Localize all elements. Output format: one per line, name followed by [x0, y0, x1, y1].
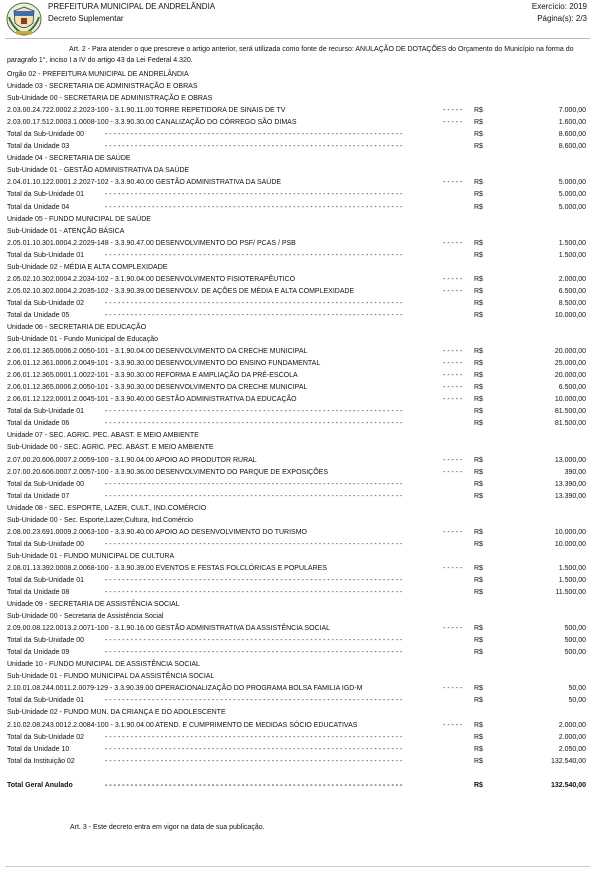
- row-value: 1.500,00: [558, 251, 586, 259]
- row-label: Total da Unidade 05: [7, 311, 70, 319]
- subtotal-row: [0, 418, 600, 430]
- dot-leader: - - - - - - - - - - - - - - - - - - - - - - - - - - - - - - - - - - - - - - - - - - - - - - - - - - - - - - - - - - - - - - - - - - - - - -: [105, 299, 403, 307]
- section-heading: [0, 93, 600, 105]
- section-heading: [0, 165, 600, 177]
- row-label: Sub-Unidade 00 - SECRETARIA DE ADMINISTRAÇÃO E OBRAS: [7, 95, 213, 103]
- dot-leader: - - - - -: [443, 275, 463, 283]
- currency-label: R$: [474, 564, 483, 572]
- row-label: Total da Instituição 02: [7, 757, 75, 765]
- row-label: Total da Sub-Unidade 01: [7, 251, 85, 259]
- currency-label: R$: [474, 311, 483, 319]
- row-value: 50,00: [568, 685, 586, 693]
- row-value: 132.540,00: [550, 757, 586, 765]
- subtotal-row: [0, 539, 600, 551]
- row-label: 2.06.01.12.365.0006.2.0050-101 - 3.3.90.30.00 DESENVOLVIMENTO DA CRECHE MUNICIPAL: [7, 384, 308, 392]
- dot-leader: - - - - - - - - - - - - - - - - - - - - - - - - - - - - - - - - - - - - - - - - - - - - - - - - - - - - - - - - - - - - - - - - - - - - - -: [105, 203, 403, 211]
- row-label: Total da Unidade 07: [7, 492, 70, 500]
- currency-label: R$: [474, 191, 483, 199]
- dot-leader: - - - - -: [443, 468, 463, 476]
- dot-leader: - - - - -: [443, 528, 463, 536]
- table-row: [0, 177, 600, 189]
- currency-label: R$: [474, 348, 483, 356]
- dot-leader: - - - - -: [443, 396, 463, 404]
- row-label: Sub-Unidade 01 - FUNDO MUNICIPAL DA ASSISTÊNCIA SOCIAL: [7, 673, 215, 681]
- currency-label: R$: [474, 589, 483, 597]
- row-value: 2.000,00: [558, 721, 586, 729]
- dot-leader: - - - - - - - - - - - - - - - - - - - - - - - - - - - - - - - - - - - - - - - - - - - - - - - - - - - - - - - - - - - - - - - - - - - - - -: [105, 143, 403, 151]
- row-label: Total da Sub-Unidade 01: [7, 191, 85, 199]
- row-label: Sub-Unidade 01 - ATENÇÃO BÁSICA: [7, 227, 125, 235]
- subtotal-row: [0, 479, 600, 491]
- currency-label: R$: [474, 396, 483, 404]
- row-value: 10.000,00: [554, 311, 586, 319]
- subtotal-row: [0, 587, 600, 599]
- row-label: Total da Sub-Unidade 02: [7, 299, 85, 307]
- row-label: Total da Sub-Unidade 00: [7, 480, 85, 488]
- row-value: 6.500,00: [558, 287, 586, 295]
- dot-leader: - - - - - - - - - - - - - - - - - - - - - - - - - - - - - - - - - - - - - - - - - - - - - - - - - - - - - - - - - - - - - - - - - - - - - -: [105, 745, 403, 753]
- row-value: 6.500,00: [558, 384, 586, 392]
- row-label: Total da Sub-Unidade 00: [7, 131, 85, 139]
- currency-label: R$: [474, 456, 483, 464]
- row-label: 2.08.00.23.691.0009.2.0063-100 - 3.3.90.40.00 APOIO AO DESENVOLVIMENTO DO TURISMO: [7, 528, 307, 536]
- row-value: 132.540,00: [550, 781, 586, 789]
- row-value: 7.000,00: [558, 107, 586, 115]
- table-row: [0, 683, 600, 695]
- currency-label: R$: [474, 107, 483, 115]
- subtotal-row: [0, 406, 600, 418]
- section-heading: [0, 671, 600, 683]
- dot-leader: - - - - -: [443, 685, 463, 693]
- row-label: 2.05.01.10.301.0004.2.2029-148 - 3.3.90.47.00 DESENVOLVIMENTO DO PSF/ PCAS / PSB: [7, 239, 296, 247]
- table-row: [0, 623, 600, 635]
- subtotal-row: [0, 298, 600, 310]
- row-value: 1.600,00: [558, 119, 586, 127]
- subtotal-row: [0, 310, 600, 322]
- exercise-year: Exercício: 2019: [531, 2, 587, 11]
- dot-leader: - - - - -: [443, 179, 463, 187]
- dot-leader: - - - - -: [443, 384, 463, 392]
- table-row: [0, 563, 600, 575]
- row-label: Total da Sub-Unidade 01: [7, 576, 85, 584]
- row-label: Total da Sub-Unidade 01: [7, 697, 85, 705]
- row-value: 2.000,00: [558, 733, 586, 741]
- section-heading: [0, 322, 600, 334]
- section-heading: [0, 659, 600, 671]
- subtotal-row: [0, 202, 600, 214]
- section-heading: [0, 503, 600, 515]
- row-label: Unidade 03 - SECRETARIA DE ADMINISTRAÇÃO E OBRAS: [7, 83, 198, 91]
- currency-label: R$: [474, 625, 483, 633]
- currency-label: R$: [474, 143, 483, 151]
- dot-leader: - - - - - - - - - - - - - - - - - - - - - - - - - - - - - - - - - - - - - - - - - - - - - - - - - - - - - - - - - - - - - - - - - - - - - -: [105, 420, 403, 428]
- subtotal-row: [0, 491, 600, 503]
- article-3-text: Art. 3 - Este decreto entra em vigor na data de sua publicação.: [70, 824, 265, 831]
- section-heading: [0, 81, 600, 93]
- row-label: Total da Unidade 06: [7, 420, 70, 428]
- dot-leader: - - - - - - - - - - - - - - - - - - - - - - - - - - - - - - - - - - - - - - - - - - - - - - - - - - - - - - - - - - - - - - - - - - - - - -: [105, 576, 403, 584]
- table-row: [0, 370, 600, 382]
- table-row: [0, 238, 600, 250]
- table-row: [0, 467, 600, 479]
- section-heading: [0, 611, 600, 623]
- currency-label: R$: [474, 119, 483, 127]
- dot-leader: - - - - - - - - - - - - - - - - - - - - - - - - - - - - - - - - - - - - - - - - - - - - - - - - - - - - - - - - - - - - - - - - - - - - - -: [105, 649, 403, 657]
- dot-leader: - - - - -: [443, 721, 463, 729]
- row-label: Total da Sub-Unidade 02: [7, 733, 85, 741]
- currency-label: R$: [474, 408, 483, 416]
- row-value: 500,00: [564, 649, 586, 657]
- row-label: Unidade 06 - SECRETARIA DE EDUCAÇÃO: [7, 323, 147, 331]
- section-heading: [0, 551, 600, 563]
- row-value: 8.600,00: [558, 143, 586, 151]
- currency-label: R$: [474, 203, 483, 211]
- row-value: 1.500,00: [558, 564, 586, 572]
- row-value: 50,00: [568, 697, 586, 705]
- currency-label: R$: [474, 637, 483, 645]
- table-row: [0, 527, 600, 539]
- section-heading: [0, 69, 600, 81]
- row-value: 13.390,00: [554, 492, 586, 500]
- row-label: Sub-Unidade 00 - Sec. Esporte,Lazer,Cultura, Ind.Comércio: [7, 516, 193, 524]
- row-value: 2.000,00: [558, 275, 586, 283]
- dot-leader: - - - - - - - - - - - - - - - - - - - - - - - - - - - - - - - - - - - - - - - - - - - - - - - - - - - - - - - - - - - - - - - - - - - - - -: [105, 191, 403, 199]
- subtotal-row: [0, 695, 600, 707]
- dot-leader: - - - - - - - - - - - - - - - - - - - - - - - - - - - - - - - - - - - - - - - - - - - - - - - - - - - - - - - - - - - - - - - - - - - - - -: [105, 589, 403, 597]
- section-heading: [0, 334, 600, 346]
- row-label: 2.04.01.10.122.0001.2.2027-102 - 3.3.90.40.00 GESTÃO ADMINISTRATIVA DA SAÚDE: [7, 179, 282, 187]
- annulment-table: [0, 69, 600, 792]
- currency-label: R$: [474, 360, 483, 368]
- row-label: Sub-Unidade 02 - MÉDIA E ALTA COMPLEXIDADE: [7, 263, 168, 271]
- dot-leader: - - - - - - - - - - - - - - - - - - - - - - - - - - - - - - - - - - - - - - - - - - - - - - - - - - - - - - - - - - - - - - - - - - - - - -: [105, 480, 403, 488]
- currency-label: R$: [474, 239, 483, 247]
- row-label: 2.03.00.17.512.0003.1.0008-100 - 3.3.90.30.00 CANALIZAÇÃO DO CÓRREGO SÃO DIMAS: [7, 119, 297, 127]
- currency-label: R$: [474, 468, 483, 476]
- org-name: PREFEITURA MUNICIPAL DE ANDRELÂNDIA: [48, 2, 216, 11]
- row-label: Unidade 10 - FUNDO MUNICIPAL DE ASSISTÊNCIA SOCIAL: [7, 661, 200, 669]
- row-value: 81.500,00: [554, 420, 586, 428]
- row-label: Total da Sub-Unidade 00: [7, 637, 85, 645]
- row-value: 10.000,00: [554, 528, 586, 536]
- row-label: Total da Unidade 04: [7, 203, 70, 211]
- dot-leader: - - - - - - - - - - - - - - - - - - - - - - - - - - - - - - - - - - - - - - - - - - - - - - - - - - - - - - - - - - - - - - - - - - - - - -: [105, 637, 403, 645]
- row-label: 2.03.00.24.722.0002.2.2023-100 - 3.1.90.11.00 TORRE REPETIDORA DE SINAIS DE TV: [7, 107, 286, 115]
- dot-leader: - - - - - - - - - - - - - - - - - - - - - - - - - - - - - - - - - - - - - - - - - - - - - - - - - - - - - - - - - - - - - - - - - - - - - -: [105, 540, 403, 548]
- table-row: [0, 720, 600, 732]
- dot-leader: - - - - - - - - - - - - - - - - - - - - - - - - - - - - - - - - - - - - - - - - - - - - - - - - - - - - - - - - - - - - - - - - - - - - - -: [105, 408, 403, 416]
- row-value: 5.000,00: [558, 191, 586, 199]
- currency-label: R$: [474, 179, 483, 187]
- currency-label: R$: [474, 685, 483, 693]
- section-heading: [0, 515, 600, 527]
- currency-label: R$: [474, 757, 483, 765]
- section-heading: [0, 153, 600, 165]
- currency-label: R$: [474, 733, 483, 741]
- subtotal-row: [0, 250, 600, 262]
- currency-label: R$: [474, 492, 483, 500]
- row-label: 2.05.02.10.302.0004.2.2035-102 - 3.3.90.39.00 DESENVOLV. DE AÇÕES DE MÉDIA E ALTA COMPLEXIDADE: [7, 287, 355, 295]
- row-label: Total da Sub-Unidade 01: [7, 408, 85, 416]
- subtotal-row: [0, 635, 600, 647]
- dot-leader: - - - - -: [443, 287, 463, 295]
- row-label: 2.10.01.08.244.0011.2.0079-129 - 3.3.90.39.00 OPERACIONALIZAÇÃO DO PROGRAMA BOLSA FAMILIA IGD-M: [7, 685, 363, 693]
- row-value: 11.500,00: [555, 589, 586, 597]
- currency-label: R$: [474, 649, 483, 657]
- page-number: Página(s): 2/3: [537, 14, 587, 23]
- row-label: Total da Unidade 03: [7, 143, 70, 151]
- row-value: 10.000,00: [554, 396, 586, 404]
- header-divider: [5, 38, 590, 39]
- currency-label: R$: [474, 697, 483, 705]
- table-row: [0, 286, 600, 298]
- dot-leader: - - - - -: [443, 239, 463, 247]
- currency-label: R$: [474, 745, 483, 753]
- row-value: 1.500,00: [558, 576, 586, 584]
- subtotal-row: [0, 141, 600, 153]
- currency-label: R$: [474, 420, 483, 428]
- currency-label: R$: [474, 480, 483, 488]
- row-value: 8.600,00: [558, 131, 586, 139]
- row-label: Sub-Unidade 01 - Fundo Municipal de Educação: [7, 336, 158, 344]
- currency-label: R$: [474, 299, 483, 307]
- section-heading: [0, 214, 600, 226]
- row-label: Total Geral Anulado: [7, 781, 73, 789]
- dot-leader: - - - - - - - - - - - - - - - - - - - - - - - - - - - - - - - - - - - - - - - - - - - - - - - - - - - - - - - - - - - - - - - - - - - - - -: [105, 251, 403, 259]
- subtotal-row: [0, 732, 600, 744]
- row-label: Total da Sub-Unidade 00: [7, 540, 85, 548]
- dot-leader: - - - - - - - - - - - - - - - - - - - - - - - - - - - - - - - - - - - - - - - - - - - - - - - - - - - - - - - - - - - - - - - - - - - - - -: [105, 781, 403, 789]
- row-label: Sub-Unidade 01 - FUNDO MUNICIPAL DE CULTURA: [7, 552, 175, 560]
- row-label: 2.08.01.13.392.0008.2.0068-100 - 3.3.90.39.00 EVENTOS E FESTAS FOLCLÓRICAS E POPULARES: [7, 564, 327, 572]
- row-value: 20.000,00: [554, 348, 586, 356]
- table-row: [0, 394, 600, 406]
- row-label: Unidade 09 - SECRETARIA DE ASSISTÊNCIA SOCIAL: [7, 601, 180, 609]
- section-heading: [0, 599, 600, 611]
- dot-leader: - - - - -: [443, 348, 463, 356]
- dot-leader: - - - - -: [443, 625, 463, 633]
- row-value: 13.000,00: [554, 456, 586, 464]
- row-value: 1.500,00: [558, 239, 586, 247]
- currency-label: R$: [474, 540, 483, 548]
- row-label: 2.10.02.08.243.0012.2.0084-100 - 3.1.90.04.00 ATEND. E CUMPRIMENTO DE MEDIDAS SÓCIO EDUCATIVAS: [7, 721, 358, 729]
- table-row: [0, 382, 600, 394]
- table-row: [0, 117, 600, 129]
- dot-leader: - - - - - - - - - - - - - - - - - - - - - - - - - - - - - - - - - - - - - - - - - - - - - - - - - - - - - - - - - - - - - - - - - - - - - -: [105, 492, 403, 500]
- dot-leader: - - - - - - - - - - - - - - - - - - - - - - - - - - - - - - - - - - - - - - - - - - - - - - - - - - - - - - - - - - - - - - - - - - - - - -: [105, 131, 403, 139]
- row-label: Total da Unidade 08: [7, 589, 70, 597]
- row-label: 2.06.01.12.365.0001.1.0022-101 - 3.3.90.30.00 REFORMA E AMPLIAÇÃO DA PRÉ-ESCOLA: [7, 372, 298, 380]
- table-row: [0, 358, 600, 370]
- table-row: [0, 105, 600, 117]
- row-label: Unidade 08 - SEC. ESPORTE, LAZER, CULT., IND.COMÉRCIO: [7, 504, 207, 512]
- section-heading: [0, 262, 600, 274]
- row-value: 13.390,00: [554, 480, 586, 488]
- subtotal-row: [0, 744, 600, 756]
- row-value: 2.050,00: [558, 745, 586, 753]
- row-value: 8.500,00: [558, 299, 586, 307]
- row-value: 25.000,00: [554, 360, 586, 368]
- row-label: 2.07.00.20.606.0007.2.0057-100 - 3.3.90.36.00 DESENVOLVIMENTO DO PARQUE DE EXPOSIÇÕES: [7, 468, 328, 476]
- row-value: 10.000,00: [554, 540, 586, 548]
- row-label: Unidade 04 - SECRETARIA DE SAÚDE: [7, 155, 131, 163]
- dot-leader: - - - - - - - - - - - - - - - - - - - - - - - - - - - - - - - - - - - - - - - - - - - - - - - - - - - - - - - - - - - - - - - - - - - - - -: [105, 697, 403, 705]
- document-type: Decreto Suplementar: [48, 14, 124, 23]
- subtotal-row: [0, 647, 600, 659]
- row-label: 2.05.02.10.302.0004.2.2034-102 - 3.1.90.04.00 DESENVOLVIMENTO FISIOTERAPÊUTICO: [7, 275, 296, 283]
- dot-leader: - - - - -: [443, 456, 463, 464]
- row-label: Total da Unidade 09: [7, 649, 70, 657]
- row-label: Unidade 05 - FUNDO MUNICIPAL DE SAÚDE: [7, 215, 151, 223]
- dot-leader: - - - - -: [443, 372, 463, 380]
- row-value: 81.500,00: [554, 408, 586, 416]
- subtotal-row: [0, 756, 600, 768]
- grand-total-row: [0, 780, 600, 792]
- currency-label: R$: [474, 781, 483, 789]
- subtotal-row: [0, 129, 600, 141]
- row-label: Sub-Unidade 00 - Secretaria de Assistência Social: [7, 613, 164, 621]
- row-value: 500,00: [564, 637, 586, 645]
- currency-label: R$: [474, 384, 483, 392]
- currency-label: R$: [474, 576, 483, 584]
- row-label: 2.06.01.12.361.0006.2.0049-101 - 3.3.90.30.00 DESENVOLVIMENTO DO ENSINO FUNDAMENTAL: [7, 360, 321, 368]
- currency-label: R$: [474, 275, 483, 283]
- row-value: 5.000,00: [558, 179, 586, 187]
- row-label: Sub-Unidade 02 - FUNDO MUN. DA CRIANÇA E DO ADOLESCENTE: [7, 709, 226, 717]
- footer-divider: [5, 866, 590, 867]
- row-label: Sub-Unidade 01 - GESTÃO ADMINISTRATIVA DA SAÚDE: [7, 167, 190, 175]
- table-row: [0, 274, 600, 286]
- subtotal-row: [0, 189, 600, 201]
- row-label: 2.06.01.12.122.0001.2.0045-101 - 3.3.90.40.00 GESTÃO ADMINISTRATIVA DA EDUCAÇÃO: [7, 396, 297, 404]
- section-heading: [0, 226, 600, 238]
- dot-leader: - - - - - - - - - - - - - - - - - - - - - - - - - - - - - - - - - - - - - - - - - - - - - - - - - - - - - - - - - - - - - - - - - - - - - -: [105, 311, 403, 319]
- row-label: 2.07.00.20.606.0007.2.0059-100 - 3.1.90.04.00 APOIO AO PRODUTOR RURAL: [7, 456, 257, 464]
- currency-label: R$: [474, 287, 483, 295]
- row-label: 2.06.01.12.365.0006.2.0050-101 - 3.1.90.04.00 DESENVOLVIMENTO DA CRECHE MUNICIPAL: [7, 348, 308, 356]
- currency-label: R$: [474, 251, 483, 259]
- subtotal-row: [0, 575, 600, 587]
- row-label: Orgão 02 - PREFEITURA MUNICIPAL DE ANDRELÂNDIA: [7, 71, 189, 78]
- section-heading: [0, 707, 600, 719]
- row-value: 500,00: [564, 625, 586, 633]
- dot-leader: - - - - -: [443, 360, 463, 368]
- currency-label: R$: [474, 372, 483, 380]
- section-heading: [0, 442, 600, 454]
- table-row: [0, 455, 600, 467]
- row-value: 20.000,00: [554, 372, 586, 380]
- row-value: 5.000,00: [558, 203, 586, 211]
- row-label: 2.09.00.08.122.0013.2.0071-100 - 3.1.90.16.00 GESTÃO ADMINISTRATIVA DA ASSISTÊNCIA SOCIAL: [7, 625, 331, 633]
- municipal-crest-icon: [5, 1, 43, 37]
- article-2-text: Art. 2 - Para atender o que prescreve o artigo anterior, será utilizada como fonte de recurso: ANULAÇÃO DE DOTAÇÕES do Orçamento do Município na forma do paragrafo 1°, inciso I a IV do artigo 43 da Lei Federal 4.320.: [7, 46, 574, 64]
- currency-label: R$: [474, 131, 483, 139]
- dot-leader: - - - - -: [443, 119, 463, 127]
- dot-leader: - - - - - - - - - - - - - - - - - - - - - - - - - - - - - - - - - - - - - - - - - - - - - - - - - - - - - - - - - - - - - - - - - - - - - -: [105, 733, 403, 741]
- currency-label: R$: [474, 528, 483, 536]
- section-heading: [0, 430, 600, 442]
- dot-leader: - - - - -: [443, 107, 463, 115]
- currency-label: R$: [474, 721, 483, 729]
- row-value: 390,00: [564, 468, 586, 476]
- table-row: [0, 346, 600, 358]
- row-label: Total da Unidade 10: [7, 745, 70, 753]
- page-header: [0, 0, 600, 38]
- row-label: Sub-Unidade 00 - SEC. AGRIC. PEC. ABAST. E MEIO AMBIENTE: [7, 444, 214, 452]
- row-label: Unidade 07 - SEC. AGRIC. PEC. ABAST. E MEIO AMBIENTE: [7, 432, 199, 440]
- dot-leader: - - - - -: [443, 564, 463, 572]
- dot-leader: - - - - - - - - - - - - - - - - - - - - - - - - - - - - - - - - - - - - - - - - - - - - - - - - - - - - - - - - - - - - - - - - - - - - - -: [105, 757, 403, 765]
